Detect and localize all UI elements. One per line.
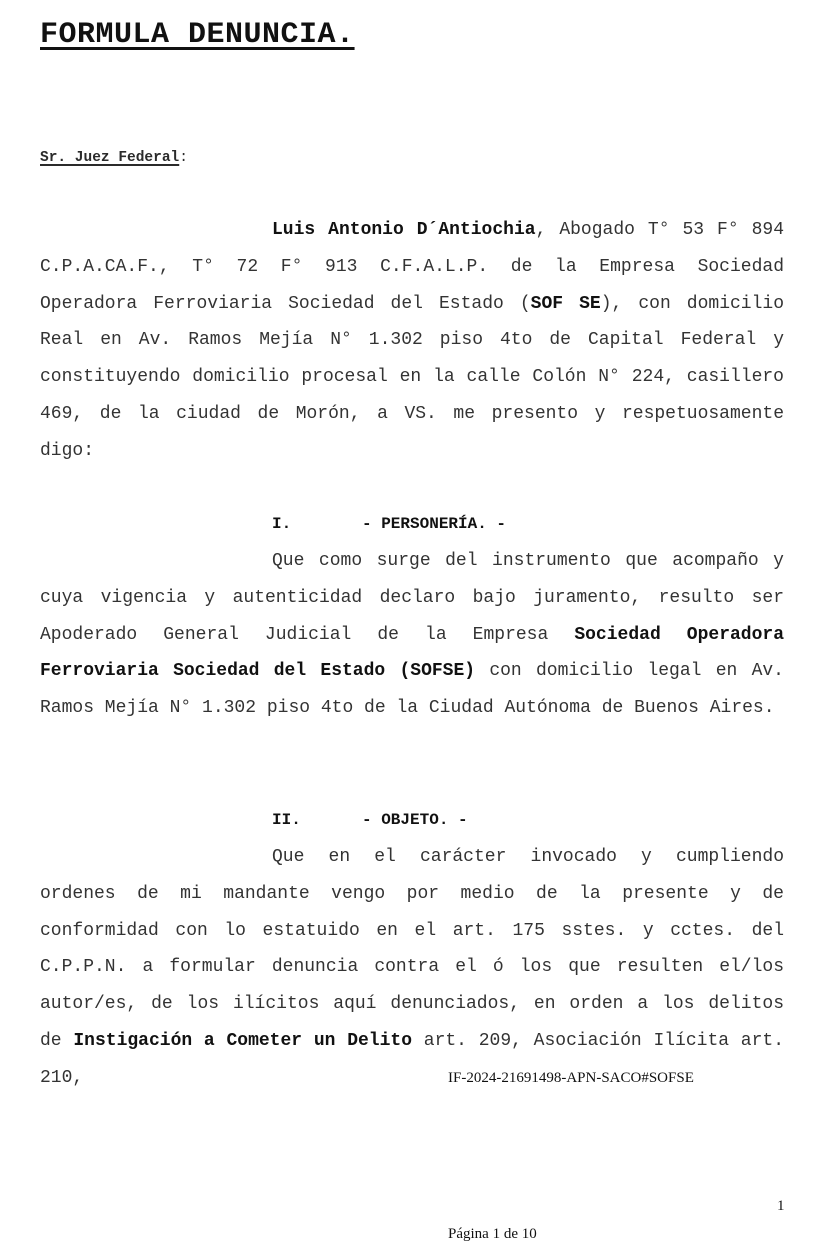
company-acronym: SOF SE [530, 293, 601, 314]
intro-paragraph [40, 212, 784, 470]
section-heading-personeria [272, 515, 506, 533]
addressee-colon: : [179, 150, 188, 166]
intro-text-a: , Abogado T° 53 F° 894 C.P.A.CA.F., T° 72 F° 913 C.F.A.L.P. de la Empresa Sociedad Operadora Ferroviaria Sociedad del Estado ( [40, 220, 784, 314]
page-counter: Página 1 de 10 [448, 1226, 537, 1242]
page-number: 1 [777, 1198, 785, 1214]
section-title: - PERSONERÍA. - [362, 515, 507, 533]
section-heading-objeto [272, 811, 468, 829]
personeria-text-a: Que como surge del instrumento que acompaño y cuya vigencia y autenticidad declaro bajo juramento, resulto ser Apoderado General Judicial de la Empresa [40, 551, 784, 645]
section-number: II. [272, 811, 301, 829]
addressee: Sr. Juez Federal [40, 150, 180, 166]
objeto-paragraph [40, 839, 784, 1097]
section-title: - OBJETO. - [362, 811, 468, 829]
addressee-line [40, 150, 188, 166]
personeria-paragraph [40, 543, 784, 727]
section-number: I. [272, 515, 292, 533]
lawyer-name: Luis Antonio D´Antiochia [272, 220, 536, 240]
objeto-text-a: Que en el carácter invocado y cumpliendo ordenes de mi mandante vengo por medio de la presente y de conformidad con lo estatuido en el art. 175 sstes. y cctes. del C.P.P.N. a formular denuncia contra el ó los que resulten el/los autor/es, de los ilícitos aquí denunciados, en orden a los delitos de [40, 847, 784, 1051]
document-id: IF-2024-21691498-APN-SACO#SOFSE [448, 1070, 694, 1086]
company-name: Sociedad Operadora Ferroviaria Sociedad del Estado (SOFSE) [40, 624, 785, 682]
objeto-text-b: art. 209, Asociación Ilícita art. 210, [40, 1030, 785, 1088]
crime-name: Instigación a Cometer un Delito [73, 1030, 413, 1051]
intro-text-b: ), con domicilio Real en Av. Ramos Mejía N° 1.302 piso 4to de Capital Federal y constituyendo domicilio procesal en la calle Colón N° 224, casillero 469, de la ciudad de Morón, a VS. me presento y respetuosamente digo: [40, 293, 784, 461]
document-title: FORMULA DENUNCIA. [40, 18, 355, 52]
personeria-text-b: con domicilio legal en Av. Ramos Mejía N° 1.302 piso 4to de la Ciudad Autónoma de Buenos Aires. [40, 661, 784, 719]
